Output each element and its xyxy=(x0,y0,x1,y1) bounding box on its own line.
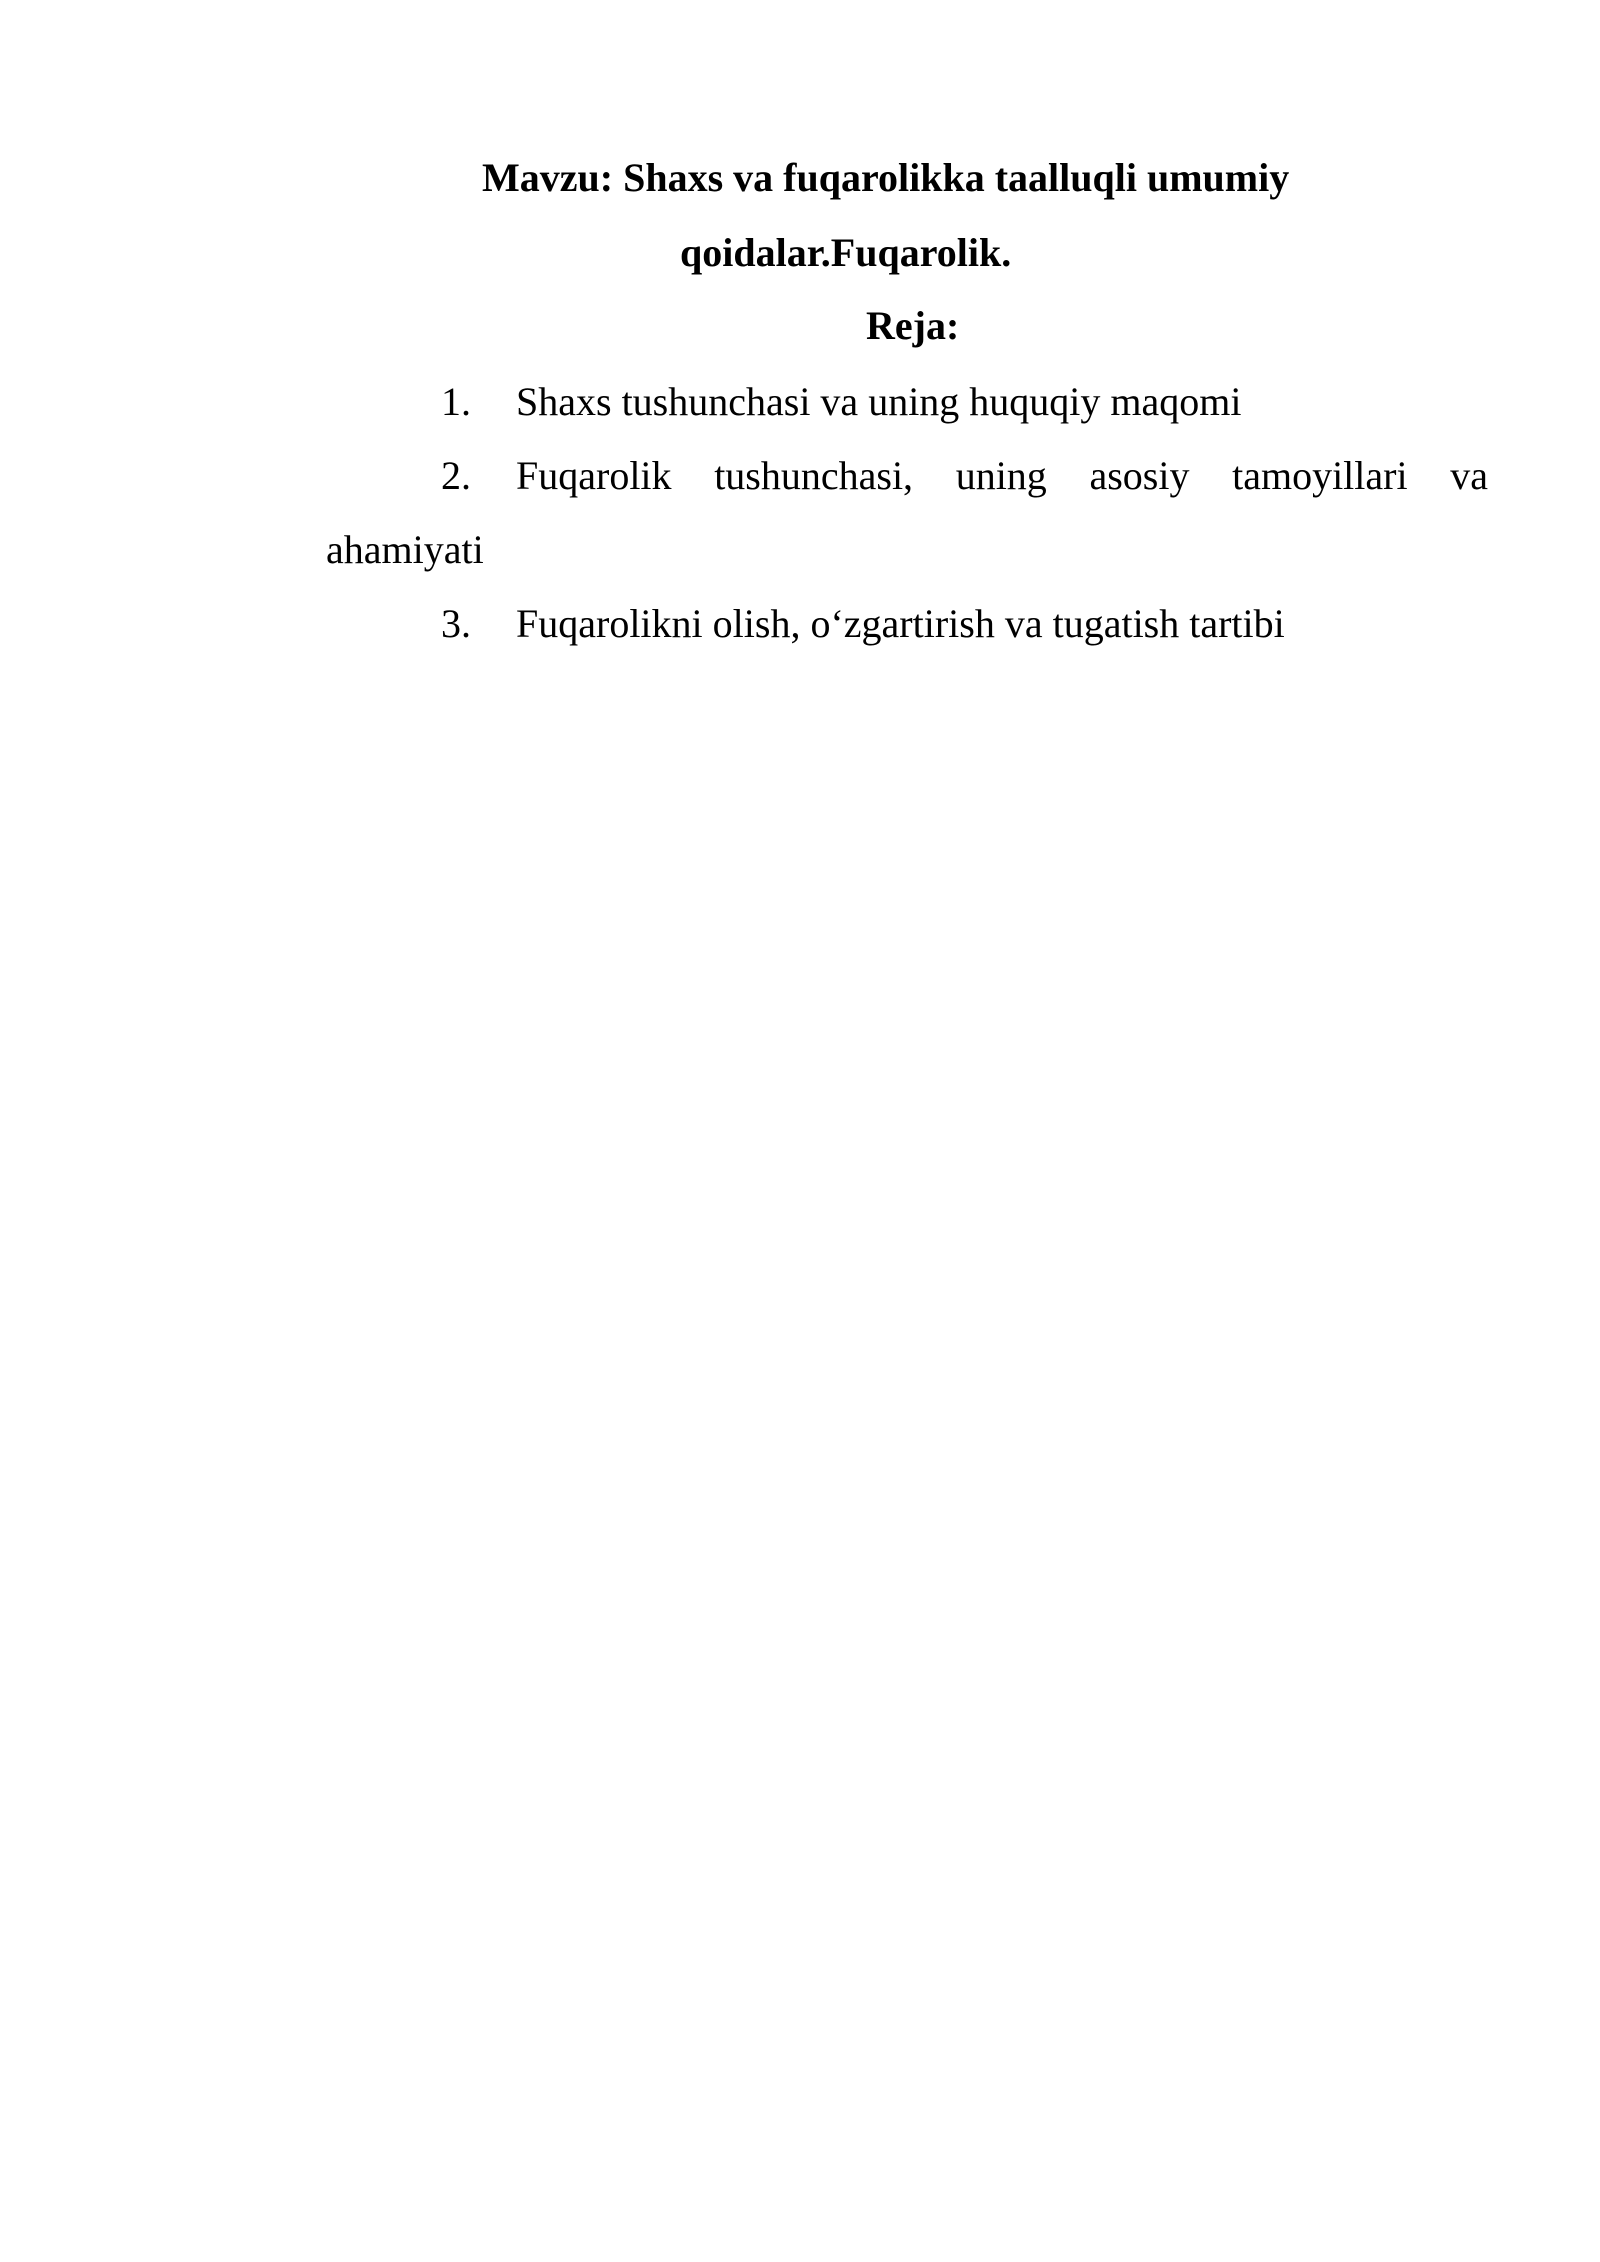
document-title-line-1: Mavzu: Shaxs va fuqarolikka taalluqli umumiy xyxy=(482,155,1290,200)
plan-item-1-number: 1. xyxy=(441,379,471,424)
plan-item-3-number: 3. xyxy=(441,601,471,646)
plan-item-2-continuation: ahamiyati xyxy=(326,527,484,572)
plan-item-3-text: Fuqarolikni olish, o‘zgartirish va tugatish tartibi xyxy=(516,601,1285,646)
document-title-line-2: qoidalar.Fuqarolik. xyxy=(680,230,1012,275)
plan-item-1-text: Shaxs tushunchasi va uning huquqiy maqomi xyxy=(516,379,1242,424)
plan-heading: Reja: xyxy=(866,303,960,348)
plan-item-2-number: 2. xyxy=(441,453,471,498)
plan-item-2-text: Fuqarolik tushunchasi, uning asosiy tamoyillari va xyxy=(516,453,1488,498)
